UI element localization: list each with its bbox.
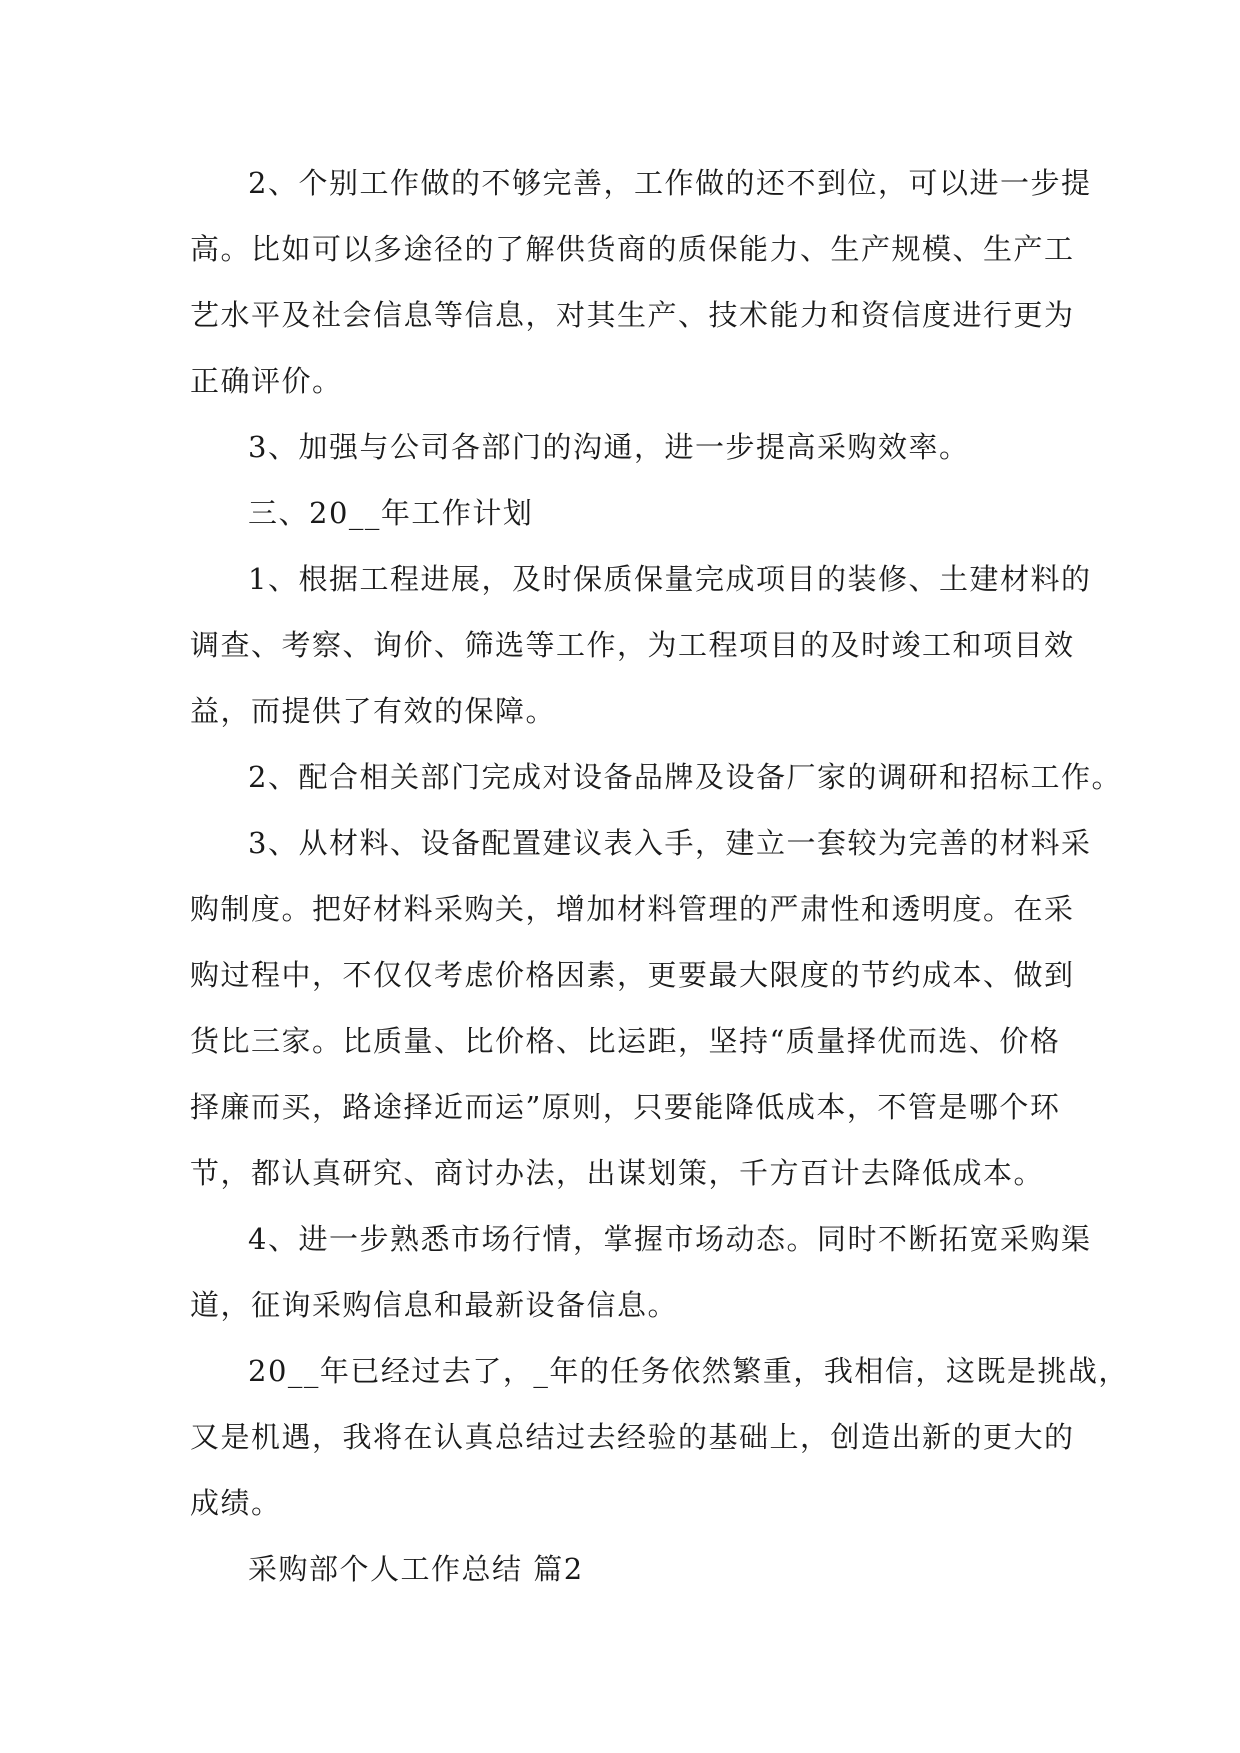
text-line: 4、进一步熟悉市场行情，掌握市场动态。同时不断拓宽采购渠: [248, 1222, 1092, 1256]
text-line: 采购部个人工作总结 篇2: [248, 1552, 584, 1586]
text-line: 成绩。: [190, 1486, 282, 1520]
text-line: 择廉而买，路途择近而运”原则，只要能降低成本，不管是哪个环: [190, 1090, 1061, 1124]
text-line: 正确评价。: [190, 364, 343, 398]
text-line: 货比三家。比质量、比价格、比运距，坚持“质量择优而选、价格: [190, 1024, 1061, 1058]
text-line: 购制度。把好材料采购关，增加材料管理的严肃性和透明度。在采: [190, 892, 1075, 926]
document-body: [190, 150, 1129, 1602]
text-line: 2、个别工作做的不够完善，工作做的还不到位，可以进一步提: [248, 166, 1092, 200]
text-line: 又是机遇，我将在认真总结过去经验的基础上，创造出新的更大的: [190, 1420, 1075, 1454]
text-line: 益，而提供了有效的保障。: [190, 694, 557, 728]
text-line: 20__年已经过去了，_年的任务依然繁重，我相信，这既是挑战，: [248, 1354, 1129, 1388]
text-line: 节，都认真研究、商讨办法，出谋划策，千方百计去降低成本。: [190, 1156, 1045, 1190]
text-line: 2、配合相关部门完成对设备品牌及设备厂家的调研和招标工作。: [248, 760, 1122, 794]
text-line: 道，征询采购信息和最新设备信息。: [190, 1288, 679, 1322]
text-line: 购过程中，不仅仅考虑价格因素，更要最大限度的节约成本、做到: [190, 958, 1075, 992]
text-line: 调查、考察、询价、筛选等工作，为工程项目的及时竣工和项目效: [190, 628, 1075, 662]
text-line: 1、根据工程进展，及时保质保量完成项目的装修、土建材料的: [248, 562, 1092, 596]
text-line: 3、加强与公司各部门的沟通，进一步提高采购效率。: [248, 430, 970, 464]
text-line: 高。比如可以多途径的了解供货商的质保能力、生产规模、生产工: [190, 232, 1075, 266]
text-line: 艺水平及社会信息等信息，对其生产、技术能力和资信度进行更为: [190, 298, 1075, 332]
text-line: 3、从材料、设备配置建议表入手，建立一套较为完善的材料采: [248, 826, 1092, 860]
text-line: 三、20__年工作计划: [248, 496, 534, 530]
